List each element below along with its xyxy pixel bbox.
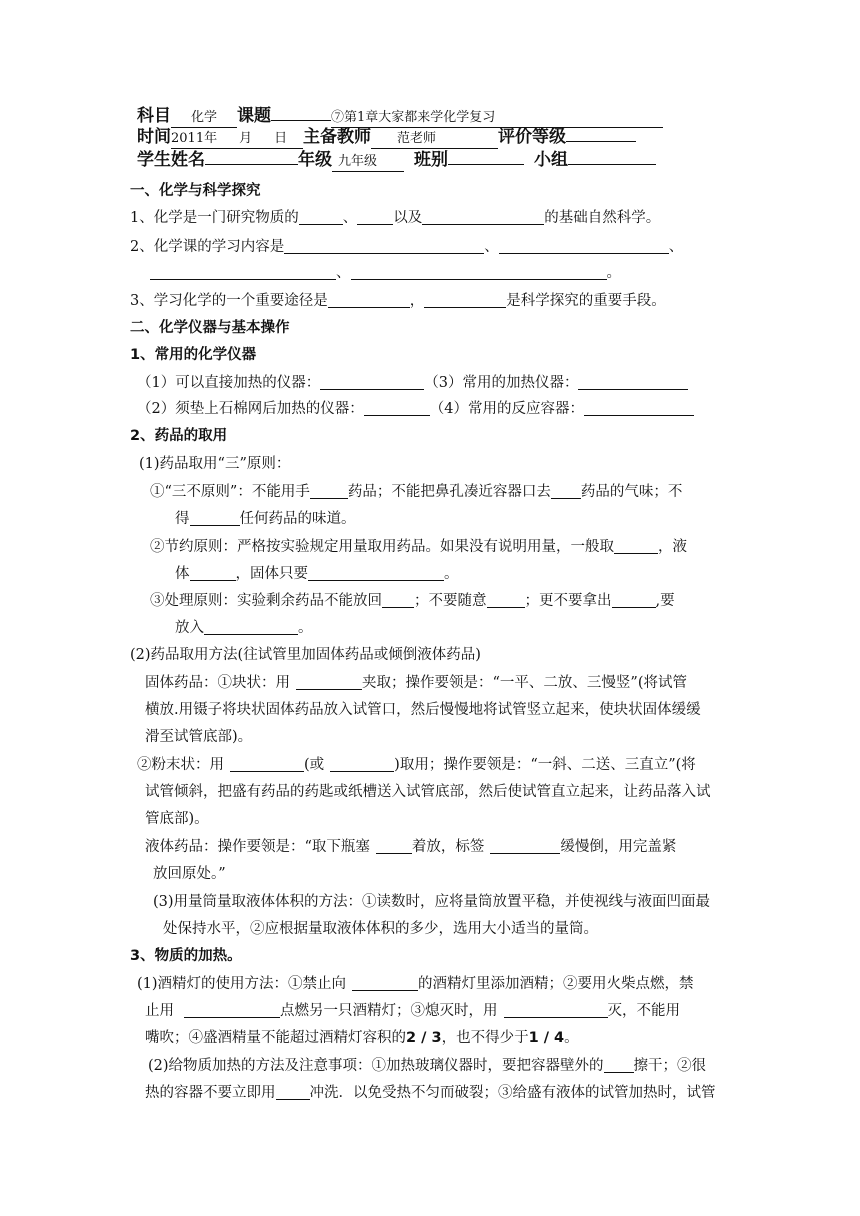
section-1-title: 一、化学与科学探究: [130, 183, 261, 199]
teacher-value: 范老师: [371, 128, 498, 149]
date-value: 2011年 月 日: [171, 128, 303, 149]
question-2-cont: 、 。: [150, 263, 621, 283]
solid-lump-line2: 横放.用镊子将块状固体药品放入试管口，然后慢慢地将试管竖立起来，使块状固体缓缓: [145, 702, 701, 718]
principle-disposal: ③处理原则：实验剩余药品不能放回 ；不要随意 ；更不要拿出 ,要: [150, 593, 675, 609]
principle-saving: ②节约原则：严格按实验规定用量取用药品。如果没有说明用量，一般取 ，液: [150, 539, 687, 555]
subsection-heating: 3、物质的加热。: [130, 948, 242, 964]
principle-three-nots-cont: 得 任何药品的味道。: [175, 511, 356, 527]
group-blank: [568, 164, 656, 165]
subject-label: 科目: [137, 106, 171, 126]
heating-method: (2)给物质加热的方法及注意事项：①加热玻璃仪器时，要把容器壁外的 擦干；②很: [148, 1058, 707, 1074]
subject-value: 化学: [171, 107, 237, 128]
grade-value: 九年级: [332, 151, 404, 172]
topic-value: ⑦第1章大家都来学化学复习: [331, 107, 663, 128]
liquid-line2: 放回原处。”: [153, 866, 226, 882]
powder-line3: 管底部)。: [145, 811, 209, 827]
topic-blank: [271, 120, 331, 121]
subsection-reagents: 2、药品的取用: [130, 428, 228, 444]
header-row-time: [137, 127, 636, 149]
powder-line2: 试管倾斜，把盛有药品的药匙或纸槽送入试管底部，然后使试管直立起来，让药品落入试: [145, 784, 711, 800]
grade-label: 年级: [298, 150, 332, 170]
solid-lump: 固体药品：①块状：用 夹取；操作要领是：“一平、二放、三慢竖”(将试管: [145, 675, 687, 691]
header-row-subject: [137, 106, 663, 128]
principle-disposal-cont: 放入 。: [175, 620, 313, 636]
question-2: 2、化学课的学习内容是 、 、: [130, 239, 684, 255]
question-3: 3、学习化学的一个重要途径是 ， 是科学探究的重要手段。: [130, 293, 666, 309]
principle-saving-cont: 体 ，固体只要 。: [175, 566, 459, 582]
group-label: 小组: [534, 150, 568, 170]
header-row-student: [137, 150, 656, 172]
question-1: 1、化学是一门研究物质的 、 以及 的基础自然科学。: [130, 210, 661, 226]
instrument-row-1: （1）可以直接加热的仪器： （3）常用的加热仪器：: [137, 373, 688, 393]
lamp-usage-line3: 嘴吹；④盛酒精量不能超过酒精灯容积的2 / 3，也不得少于1 / 4。: [145, 1030, 579, 1046]
subsection-instruments: 1、常用的化学仪器: [130, 347, 257, 363]
student-name-blank: [205, 164, 298, 165]
instrument-row-2: （2）须垫上石棉网后加热的仪器： （4）常用的反应容器：: [137, 399, 694, 419]
time-label: 时间: [137, 127, 171, 147]
heating-method-cont: 热的容器不要立即用 冲洗．以免受热不匀而破裂；③给盛有液体的试管加热时，试管: [145, 1085, 716, 1101]
powder: ②粉末状：用 (或 )取用；操作要领是：“一斜、二送、三直立”(将: [137, 757, 696, 773]
liquid: 液体药品：操作要领是：“取下瓶塞 着放，标签 缓慢倒，用完盖紧: [145, 839, 677, 855]
cylinder-method-cont: 处保持水平，②应根据量取液体体积的多少，选用大小适当的量筒。: [163, 921, 598, 937]
section-2-title: 二、化学仪器与基本操作: [130, 320, 290, 336]
solid-lump-line3: 滑至试管底部)。: [145, 729, 253, 745]
lamp-usage-line2: 止用 点燃另一只酒精灯；③熄灭时，用 灭，不能用: [145, 1003, 680, 1019]
principle-three-nots: ①“三不原则”：不能用手 药品；不能把鼻孔凑近容器口去 药品的气味；不: [150, 484, 683, 500]
teacher-label: 主备教师: [303, 127, 371, 147]
cylinder-method: (3)用量筒量取液体体积的方法：①读数时，应将量筒放置平稳，并使视线与液面凹面最: [153, 894, 711, 910]
principles-title: (1)药品取用“三”原则：: [139, 456, 291, 472]
class-blank: [448, 164, 524, 165]
rating-blank: [566, 141, 636, 142]
lamp-usage: (1)酒精灯的使用方法：①禁止向 的酒精灯里添加酒精；②要用火柴点燃，禁: [137, 976, 694, 992]
rating-label: 评价等级: [498, 127, 566, 147]
student-name-label: 学生姓名: [137, 150, 205, 170]
topic-label: 课题: [237, 106, 271, 126]
class-label: 班别: [414, 150, 448, 170]
methods-title: (2)药品取用方法(往试管里加固体药品或倾倒液体药品): [130, 647, 481, 663]
